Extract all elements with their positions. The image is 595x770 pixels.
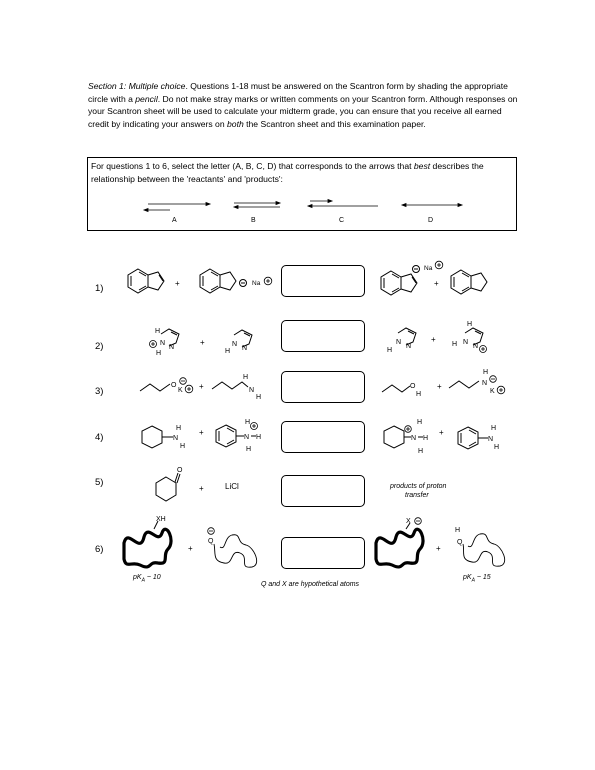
q3-plus-1: + [199, 382, 204, 391]
svg-text:H: H [452, 341, 458, 348]
question-number-5: 5) [95, 477, 104, 488]
svg-text:N: N [249, 387, 255, 394]
q4-plus-1: + [199, 428, 204, 437]
svg-text:H: H [387, 347, 393, 354]
q4-aniline-structure [454, 418, 509, 456]
q4-anilinium-structure [212, 416, 272, 456]
svg-text:H: H [225, 348, 231, 355]
q2-pyrazole-product-structure [384, 324, 429, 358]
q2-pyrazole-structure [220, 326, 265, 360]
q5-products-label-line1: products of proton [390, 483, 447, 490]
q3-plus-charge-icon [184, 384, 194, 394]
q1-product-sodium-label: Na [424, 265, 433, 272]
q6-pka-right-sub: A [471, 577, 475, 584]
q1-plus-1: + [175, 279, 180, 288]
q1-plus-2: + [434, 279, 439, 288]
q5-cyclohexanone-structure [146, 465, 191, 510]
svg-text:O: O [171, 382, 177, 389]
question-number-3: 3) [95, 386, 104, 397]
svg-text:H: H [256, 394, 262, 401]
q2-pyrazolium-product-structure [449, 319, 494, 359]
arrow-a-icon [144, 203, 210, 212]
answer-box-1[interactable] [281, 265, 365, 297]
q6-thin-chain-qh-structure [448, 522, 513, 574]
q6-pka-left-symbol: pK [133, 574, 142, 581]
q6-thick-chain-xh-structure [118, 515, 183, 575]
q3-propanol-structure [380, 374, 430, 400]
svg-text:H: H [417, 419, 423, 426]
answer-box-2[interactable] [281, 320, 365, 352]
question-number-4: 4) [95, 432, 104, 443]
svg-text:Q: Q [208, 538, 214, 545]
svg-text:H: H [156, 350, 162, 357]
instruction-text-1: For questions 1 to 6, select the letter (A, B, C, D) that corresponds to the arrows that [91, 161, 414, 171]
q5-plus: + [199, 484, 204, 493]
svg-text:H: H [483, 369, 489, 376]
q2-pyrazolium-structure [145, 325, 190, 359]
svg-text:Q: Q [457, 539, 463, 546]
intro-text-3: the Scantron sheet and this examination paper. [243, 118, 426, 129]
q2-plus-1: + [200, 338, 205, 347]
svg-text:N: N [232, 341, 238, 348]
svg-text:H: H [256, 434, 262, 441]
intro-paragraph [88, 80, 518, 130]
arrow-label-c: C [339, 217, 345, 224]
intro-pencil: pencil [135, 93, 158, 104]
q6-plus-1: + [188, 544, 193, 553]
q3-propylamine-structure [210, 371, 265, 401]
arrow-d-icon [402, 204, 462, 207]
svg-text:N: N [160, 340, 166, 347]
q6-pka-left-value: ~ 10 [146, 574, 161, 581]
svg-text:N: N [411, 435, 417, 442]
q6-pka-left [133, 574, 161, 583]
svg-text:H: H [418, 448, 424, 455]
q1-sodium-label: Na [252, 280, 261, 287]
question-number-2: 2) [95, 341, 104, 352]
answer-box-4[interactable] [281, 421, 365, 453]
q5-products-label-line2: transfer [405, 492, 429, 499]
q6-thick-chain-x-anion-structure [370, 515, 435, 575]
svg-text:H: H [243, 374, 249, 381]
q3-product-plus-charge-icon [496, 385, 506, 395]
q6-thin-chain-q-anion-structure [202, 525, 267, 575]
question-number-6: 6) [95, 544, 104, 555]
svg-text:H: H [416, 391, 422, 398]
q4-cyclohexylammonium-structure [380, 416, 440, 456]
q3-potassium-label: K [178, 387, 183, 394]
section-label: Section 1: Multiple choice [88, 81, 186, 91]
svg-text:O: O [410, 383, 416, 390]
instruction-best: best [413, 161, 431, 171]
arrow-label-b: B [251, 217, 256, 224]
svg-text:N: N [169, 344, 175, 351]
arrow-b-icon [234, 202, 280, 209]
q4-plus-2: + [439, 428, 444, 437]
q2-plus-2: + [431, 335, 436, 344]
svg-text:X: X [406, 518, 411, 525]
answer-box-3[interactable] [281, 371, 365, 403]
q6-footnote: Q and X are hypothetical atoms [261, 581, 360, 588]
q6-pka-right-value: ~ 15 [476, 574, 491, 581]
instruction-text-2: describes the relationship between the 'reactants' and 'products': [91, 161, 484, 184]
intro-text-2: . Do not make stray marks or written comments on your Scantron form. Although responses on your Scantron sheet will be used to calculate your midterm grade, you can ensure that you receive all earned credit by indicating your answers on [88, 93, 518, 129]
svg-text:H: H [180, 443, 186, 450]
q6-plus-2: + [436, 544, 441, 553]
q1-indene-structure [118, 264, 178, 304]
svg-text:H: H [155, 328, 161, 335]
arrow-label-a: A [172, 217, 177, 224]
svg-text:N: N [242, 345, 248, 352]
instruction-box [87, 157, 517, 231]
answer-box-5[interactable] [281, 475, 365, 507]
q1-indenyl-anion-structure [190, 264, 250, 304]
svg-text:N: N [463, 339, 469, 346]
svg-text:H: H [176, 425, 182, 432]
svg-text:XH: XH [156, 516, 166, 523]
q4-cyclohexylamine-structure [138, 418, 198, 456]
svg-text:H: H [491, 425, 497, 432]
arrow-label-d: D [428, 217, 434, 224]
arrow-c-icon [308, 200, 378, 208]
svg-text:H: H [423, 435, 429, 442]
svg-text:N: N [173, 435, 179, 442]
intro-text-1: . Questions 1-18 must be answered on the Scantron form by shading the appropriate circle with a [88, 81, 508, 104]
svg-text:O: O [177, 467, 183, 474]
question-number-1: 1) [95, 283, 104, 294]
q6-pka-right-symbol: pK [463, 574, 472, 581]
svg-text:N: N [473, 343, 479, 350]
q3-plus-2: + [437, 382, 442, 391]
q5-licl-label: LiCl [225, 482, 239, 491]
svg-text:H: H [245, 419, 251, 426]
svg-text:N: N [396, 339, 402, 346]
svg-text:H: H [494, 444, 500, 451]
q6-pka-right [463, 574, 491, 583]
q1-plus-charge-icon [263, 276, 273, 286]
svg-text:H: H [467, 321, 473, 328]
svg-text:N: N [406, 343, 412, 350]
svg-text:N: N [488, 436, 494, 443]
q6-pka-left-sub: A [141, 577, 145, 584]
svg-text:H: H [246, 446, 252, 453]
q1-product-plus-charge-icon [434, 260, 444, 270]
svg-text:N: N [244, 434, 250, 441]
q3-product-potassium-label: K [490, 388, 495, 395]
svg-text:N: N [482, 380, 488, 387]
arrow-options-graphic [88, 158, 516, 230]
q1-indane-structure [447, 265, 507, 305]
intro-both: both [227, 118, 244, 129]
svg-text:H: H [455, 527, 461, 534]
answer-box-6[interactable] [281, 537, 365, 569]
